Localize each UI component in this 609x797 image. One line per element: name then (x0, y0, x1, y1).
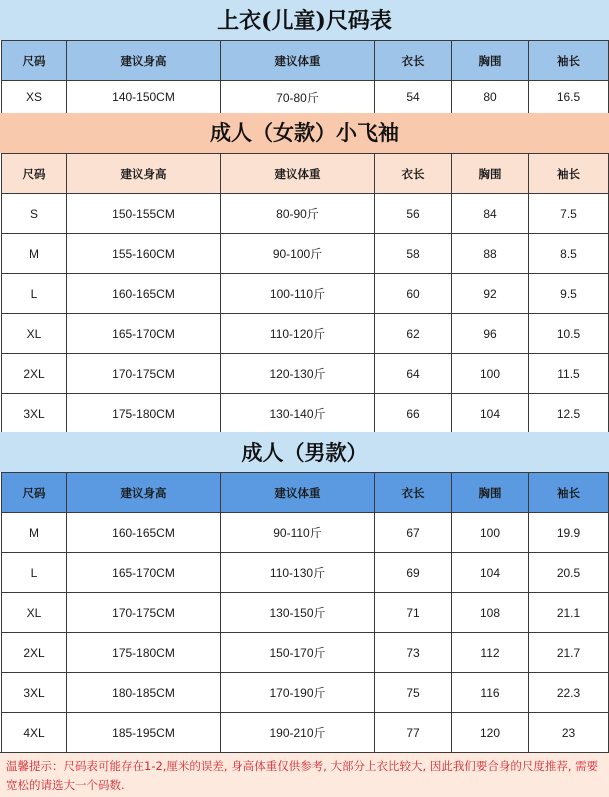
table-row (2, 713, 609, 753)
cell-weight: 90-100斤 (221, 234, 375, 274)
header-size: 尺码 (2, 154, 67, 194)
cell-sleeve: 21.1 (529, 593, 609, 633)
cell-sleeve: 20.5 (529, 553, 609, 593)
cell-weight: 90-110斤 (221, 513, 375, 553)
child-header-row (2, 41, 609, 81)
cell-chest: 116 (452, 673, 529, 713)
cell-height: 170-175CM (67, 593, 221, 633)
cell-chest: 104 (452, 553, 529, 593)
men-title-text: 成人（男款） (241, 440, 368, 465)
table-row (2, 593, 609, 633)
cell-height: 165-170CM (67, 314, 221, 354)
cell-size: 3XL (2, 394, 67, 434)
cell-weight: 130-150斤 (221, 593, 375, 633)
cell-length: 54 (375, 81, 452, 114)
cell-sleeve: 12.5 (529, 394, 609, 434)
cell-size: M (2, 513, 67, 553)
cell-sleeve: 16.5 (529, 81, 609, 114)
cell-weight: 80-90斤 (221, 194, 375, 234)
cell-weight: 120-130斤 (221, 354, 375, 394)
header-weight: 建议体重 (221, 154, 375, 194)
cell-length: 67 (375, 513, 452, 553)
cell-size: S (2, 194, 67, 234)
cell-height: 155-160CM (67, 234, 221, 274)
table-row (2, 81, 609, 114)
cell-length: 56 (375, 194, 452, 234)
cell-weight: 150-170斤 (221, 633, 375, 673)
cell-size: 2XL (2, 633, 67, 673)
cell-chest: 84 (452, 194, 529, 234)
cell-length: 66 (375, 394, 452, 434)
header-height: 建议身高 (67, 41, 221, 81)
women-section-title (0, 113, 609, 153)
table-row (2, 553, 609, 593)
table-row (2, 314, 609, 354)
cell-size: 3XL (2, 673, 67, 713)
men-header-row (2, 473, 609, 513)
cell-height: 165-170CM (67, 553, 221, 593)
table-row (2, 394, 609, 434)
table-row (2, 194, 609, 234)
header-sleeve: 袖长 (529, 473, 609, 513)
cell-height: 140-150CM (67, 81, 221, 114)
cell-height: 175-180CM (67, 633, 221, 673)
header-size: 尺码 (2, 41, 67, 81)
cell-length: 58 (375, 234, 452, 274)
cell-weight: 190-210斤 (221, 713, 375, 753)
cell-chest: 96 (452, 314, 529, 354)
cell-chest: 108 (452, 593, 529, 633)
cell-height: 150-155CM (67, 194, 221, 234)
cell-sleeve: 19.9 (529, 513, 609, 553)
header-sleeve: 袖长 (529, 154, 609, 194)
cell-height: 185-195CM (67, 713, 221, 753)
header-chest: 胸围 (452, 41, 529, 81)
women-header-row (2, 154, 609, 194)
child-section-title (0, 0, 609, 40)
header-length: 衣长 (375, 41, 452, 81)
header-height: 建议身高 (67, 473, 221, 513)
cell-weight: 170-190斤 (221, 673, 375, 713)
cell-sleeve: 8.5 (529, 234, 609, 274)
men-size-table (1, 472, 609, 753)
cell-weight: 110-130斤 (221, 553, 375, 593)
cell-size: L (2, 553, 67, 593)
header-chest: 胸围 (452, 473, 529, 513)
header-length: 衣长 (375, 473, 452, 513)
cell-length: 62 (375, 314, 452, 354)
cell-chest: 92 (452, 274, 529, 314)
size-tip-note: 温馨提示：尺码表可能存在1-2,厘米的误差, 身高体重仅供参考, 大部分上衣比较大, 因此我们要合身的尺度推荐, 需要宽松的请选大一个码数. (0, 752, 609, 797)
cell-length: 75 (375, 673, 452, 713)
cell-chest: 100 (452, 513, 529, 553)
cell-sleeve: 11.5 (529, 354, 609, 394)
child-title-text: 上衣(儿童)尺码表 (217, 8, 392, 34)
cell-weight: 100-110斤 (221, 274, 375, 314)
cell-sleeve: 7.5 (529, 194, 609, 234)
cell-length: 60 (375, 274, 452, 314)
cell-size: 2XL (2, 354, 67, 394)
table-row (2, 513, 609, 553)
cell-weight: 110-120斤 (221, 314, 375, 354)
cell-height: 175-180CM (67, 394, 221, 434)
header-length: 衣长 (375, 154, 452, 194)
table-row (2, 633, 609, 673)
cell-size: 4XL (2, 713, 67, 753)
cell-sleeve: 9.5 (529, 274, 609, 314)
cell-length: 64 (375, 354, 452, 394)
cell-chest: 112 (452, 633, 529, 673)
women-title-text: 成人（女款）小飞袖 (210, 120, 399, 145)
cell-height: 160-165CM (67, 513, 221, 553)
women-size-table (1, 153, 609, 434)
table-row (2, 274, 609, 314)
cell-chest: 100 (452, 354, 529, 394)
child-size-table (1, 40, 609, 114)
cell-sleeve: 10.5 (529, 314, 609, 354)
cell-weight: 130-140斤 (221, 394, 375, 434)
header-sleeve: 袖长 (529, 41, 609, 81)
cell-height: 180-185CM (67, 673, 221, 713)
cell-sleeve: 21.7 (529, 633, 609, 673)
cell-length: 73 (375, 633, 452, 673)
header-weight: 建议体重 (221, 473, 375, 513)
header-height: 建议身高 (67, 154, 221, 194)
header-chest: 胸围 (452, 154, 529, 194)
cell-chest: 88 (452, 234, 529, 274)
table-row (2, 354, 609, 394)
cell-weight: 70-80斤 (221, 81, 375, 114)
cell-length: 77 (375, 713, 452, 753)
men-section-title (0, 432, 609, 472)
cell-chest: 120 (452, 713, 529, 753)
cell-sleeve: 23 (529, 713, 609, 753)
cell-chest: 104 (452, 394, 529, 434)
cell-size: M (2, 234, 67, 274)
table-row (2, 234, 609, 274)
cell-chest: 80 (452, 81, 529, 114)
cell-length: 71 (375, 593, 452, 633)
cell-size: XL (2, 593, 67, 633)
header-size: 尺码 (2, 473, 67, 513)
cell-sleeve: 22.3 (529, 673, 609, 713)
header-weight: 建议体重 (221, 41, 375, 81)
table-row (2, 673, 609, 713)
cell-size: L (2, 274, 67, 314)
cell-size: XS (2, 81, 67, 114)
cell-size: XL (2, 314, 67, 354)
cell-height: 170-175CM (67, 354, 221, 394)
cell-length: 69 (375, 553, 452, 593)
cell-height: 160-165CM (67, 274, 221, 314)
